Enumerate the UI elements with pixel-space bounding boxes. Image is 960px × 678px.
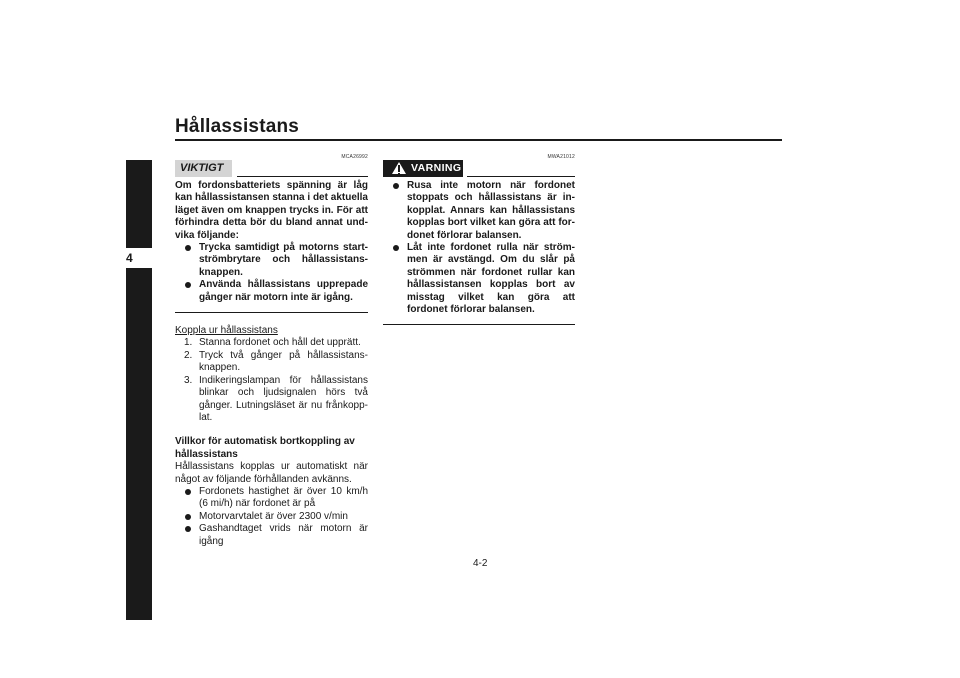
auto-bullet-text: Fordonets hastighet är över 10 km/h (6 mi/h) när fordonet är på (199, 485, 368, 510)
step-number: 2. (184, 349, 193, 361)
title-divider (175, 139, 782, 141)
viktigt-end-rule (175, 312, 368, 313)
auto-bullet-text: Motorvarvtalet är över 2300 v/min (199, 510, 348, 522)
viktigt-header-rule (237, 176, 368, 177)
varning-bullet (383, 242, 575, 316)
right-column (383, 150, 575, 325)
auto-bullet-text: Gashandtaget vrids när motorn är igång (199, 523, 368, 547)
step-number: 1. (184, 337, 193, 349)
left-column (175, 150, 368, 548)
varning-bullet-text: Rusa inte motorn när fordonet stoppats och hållassistans är in-kopplat. Annars kan hållassistans kopplas bort vilket kan göra att for-donet förlorar balansen. (407, 180, 575, 241)
auto-bullet (175, 523, 368, 548)
auto-bullet (175, 511, 368, 523)
varning-header-rule (467, 176, 575, 177)
bullet-dot-icon (393, 183, 399, 189)
bullet-dot-icon (185, 514, 191, 520)
viktigt-bullet-text: Använda hållassistans upprepade gånger när motorn inte är igång. (199, 279, 368, 303)
step-number: 3. (184, 374, 193, 386)
varning-bullet-text: Låt inte fordonet rulla när ström-men är avstängd. Om du slår på strömmen när fordonet rullar kan hållassistansen kopplas bort av misstag vilket kan göra att fordonet förlorar balansen. (407, 242, 575, 316)
bullet-dot-icon (393, 245, 399, 251)
step-text: Indikeringslampan för hållassistans blinkar och ljudsignalen hörs två gånger. Lutningsläset är nu frånkopp-lat. (199, 374, 368, 423)
viktigt-header (175, 150, 368, 178)
bullet-dot-icon (185, 245, 191, 251)
page-title: Hållassistans (175, 116, 300, 137)
disengage-step (175, 337, 368, 349)
page-number: 4-2 (473, 558, 488, 569)
disengage-heading: Koppla ur hållassistans (175, 325, 278, 337)
bullet-dot-icon (185, 526, 191, 532)
varning-bullet (383, 180, 575, 242)
auto-intro: Hållassistans kopplas ur automatiskt när något av följande förhållanden avkänns. (175, 461, 368, 485)
disengage-step (175, 350, 368, 375)
auto-bullet (175, 486, 368, 511)
varning-header (383, 150, 575, 178)
varning-label: VARNING (383, 160, 463, 177)
bullet-dot-icon (185, 489, 191, 495)
chapter-tab (126, 160, 152, 620)
viktigt-intro: Om fordonsbatteriets spänning är låg kan hållassistansen stanna i det aktuella läget även om knappen trycks in. För att förhindra detta bör du bland annat und-vika följande: (175, 180, 368, 241)
step-text: Tryck två gånger på hållassistans-knappen. (199, 349, 368, 374)
chapter-number: 4 (126, 248, 152, 268)
viktigt-code: MCA26992 (341, 154, 368, 160)
bullet-dot-icon (185, 282, 191, 288)
disengage-step (175, 375, 368, 425)
viktigt-bullet (175, 242, 368, 279)
varning-end-rule (383, 324, 575, 325)
varning-code: MWA21012 (547, 154, 575, 160)
exclamation-dot-icon (398, 173, 400, 174)
auto-heading: Villkor för automatisk bortkoppling av hållassistans (175, 436, 355, 460)
viktigt-bullet-text: Trycka samtidigt på motorns start-strömbrytare och hållassistans-knappen. (199, 242, 368, 278)
step-text: Stanna fordonet och håll det upprätt. (199, 337, 361, 349)
exclamation-icon (398, 165, 400, 172)
viktigt-label: VIKTIGT (175, 160, 232, 177)
viktigt-bullet (175, 279, 368, 304)
